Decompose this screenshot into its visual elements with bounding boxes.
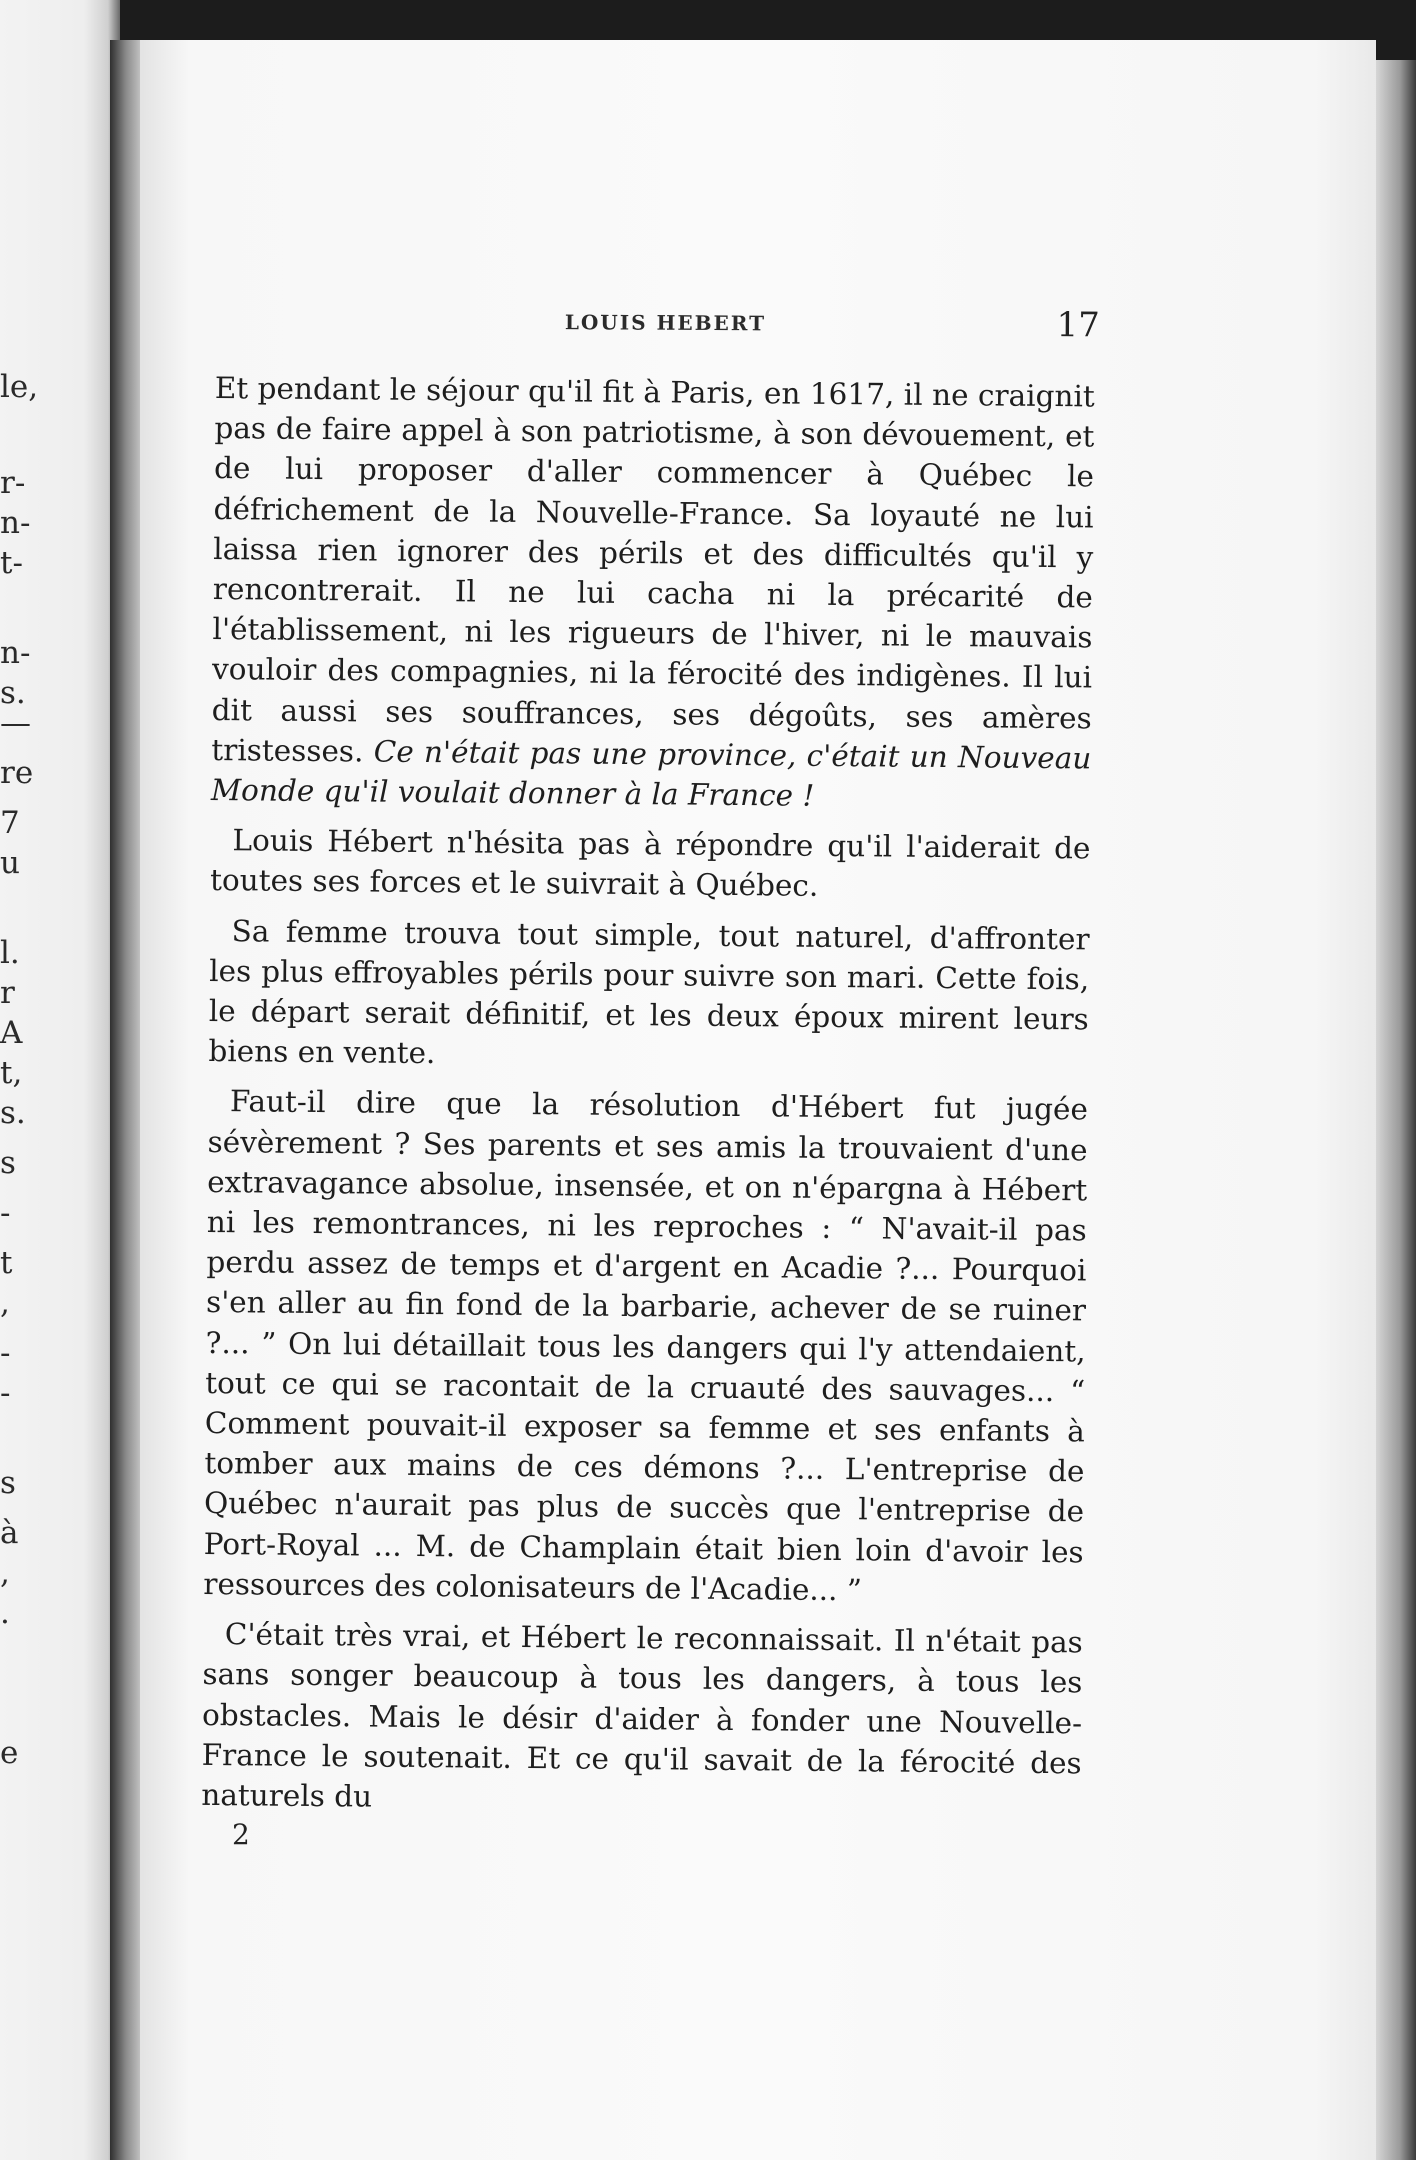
paragraph-1 bbox=[211, 368, 1095, 819]
left-page-fragment: , bbox=[0, 1555, 10, 1591]
paragraph-1-italic: Ce n'était pas une province, c'était un Nouveau Monde qu'il voulait donner à la France ! bbox=[210, 734, 1092, 813]
running-title: LOUIS HEBERT bbox=[564, 310, 767, 336]
left-page-fragment: le, bbox=[0, 369, 39, 405]
left-page-fragment: A bbox=[0, 1015, 23, 1051]
left-page-fragment: t bbox=[0, 1245, 13, 1281]
paragraph-4: Faut-il dire que la résolution d'Hébert fut jugée sévèrement ? Ses parents et ses amis la trouvaient d'une extravagance absolue, insensée, et on n'épargna à Hébert ni les remontrances, ni les reproches : “ N'avait-il pas perdu assez de temps et d'argent en Acadie ?... Pourquoi s'en aller au fin fond de la barbarie, achever de se ruiner ?... ” On lui détaillait tous les dangers qui l'y attendaient, tout ce qui se racontait de la cruauté des sauvages... “ Comment pouvait-il exposer sa femme et ses enfants à tomber aux mains de ces démons ?... L'entreprise de Québec n'aurait pas plus de succès que l'entreprise de Port-Royal ... M. de Champlain était bien loin d'avoir les ressources des colonisateurs de l'Acadie... ” bbox=[203, 1084, 1089, 1608]
paragraph-3: Sa femme trouva tout simple, tout naturel, d'affronter les plus effroyables périls pour suivre son mari. Cette fois, le départ serait définitif, et les deux époux mirent leurs biens en vente. bbox=[208, 913, 1090, 1071]
left-page-fragment: n- bbox=[0, 505, 31, 541]
left-page-fragment: , bbox=[0, 1285, 10, 1321]
left-page-fragment: - bbox=[0, 1375, 11, 1411]
left-page-fragment: s bbox=[0, 1145, 16, 1181]
left-page-fragment: à bbox=[0, 1515, 19, 1551]
page-number: 17 bbox=[1056, 305, 1100, 346]
page-header bbox=[220, 300, 1100, 365]
left-page-fragment: n- bbox=[0, 635, 31, 671]
left-page-fragment: l. bbox=[0, 935, 20, 971]
left-page-fragment: s. bbox=[0, 1095, 26, 1131]
left-page-fragment: s. bbox=[0, 675, 26, 711]
paragraph-5: C'était très vrai, et Hébert le reconnaissait. Il n'était pas sans songer beaucoup à tous les dangers, à tous les obstacles. Mais le désir d'aider à fonder une Nouvelle-France le soutenait. Et ce qu'il savait de la férocité des naturels du bbox=[201, 1617, 1083, 1814]
left-page-fragment: — bbox=[0, 705, 31, 741]
left-page-fragment: e bbox=[0, 1735, 19, 1771]
left-page-fragment: t- bbox=[0, 545, 23, 581]
left-page-fragment: - bbox=[0, 1335, 11, 1371]
left-page-fragment: re bbox=[0, 755, 34, 791]
paragraph-1-text: Et pendant le séjour qu'il fit à Paris, en 1617, il ne craignit pas de faire appel à son patriotisme, à son dévouement, et de lui proposer d'aller commencer à Québec le défrichement de la Nouvelle-France. Sa loyauté ne lui laissa rien ignorer des périls et des difficultés qu'il y rencontrerait. Il ne lui cacha ni la précarité de l'établissement, ni les rigueurs de l'hiver, ni le mauvais vouloir des compagnies, ni la férocité des indigènes. Il lui dit aussi ses souffrances, ses dégoûts, ses amères tristesses. bbox=[211, 370, 1095, 769]
body-text bbox=[201, 368, 1095, 1823]
left-page-fragment: r- bbox=[0, 465, 26, 501]
left-page-fragment: - bbox=[0, 1195, 11, 1231]
left-page-fragment: 7 bbox=[0, 805, 20, 841]
signature-mark: 2 bbox=[232, 1818, 250, 1851]
left-page-fragments bbox=[0, 0, 110, 2160]
paragraph-2: Louis Hébert n'hésita pas à répondre qu'il l'aiderait de toutes ses forces et le suivrait à Québec. bbox=[209, 823, 1091, 904]
left-page-fragment: t, bbox=[0, 1055, 23, 1091]
left-facing-page bbox=[0, 0, 120, 2160]
left-page-fragment: . bbox=[0, 1595, 10, 1631]
page-edge bbox=[1376, 60, 1416, 2160]
left-page-fragment: s bbox=[0, 1465, 16, 1501]
left-page-fragment: r bbox=[0, 975, 15, 1011]
left-page-fragment: u bbox=[0, 845, 20, 881]
